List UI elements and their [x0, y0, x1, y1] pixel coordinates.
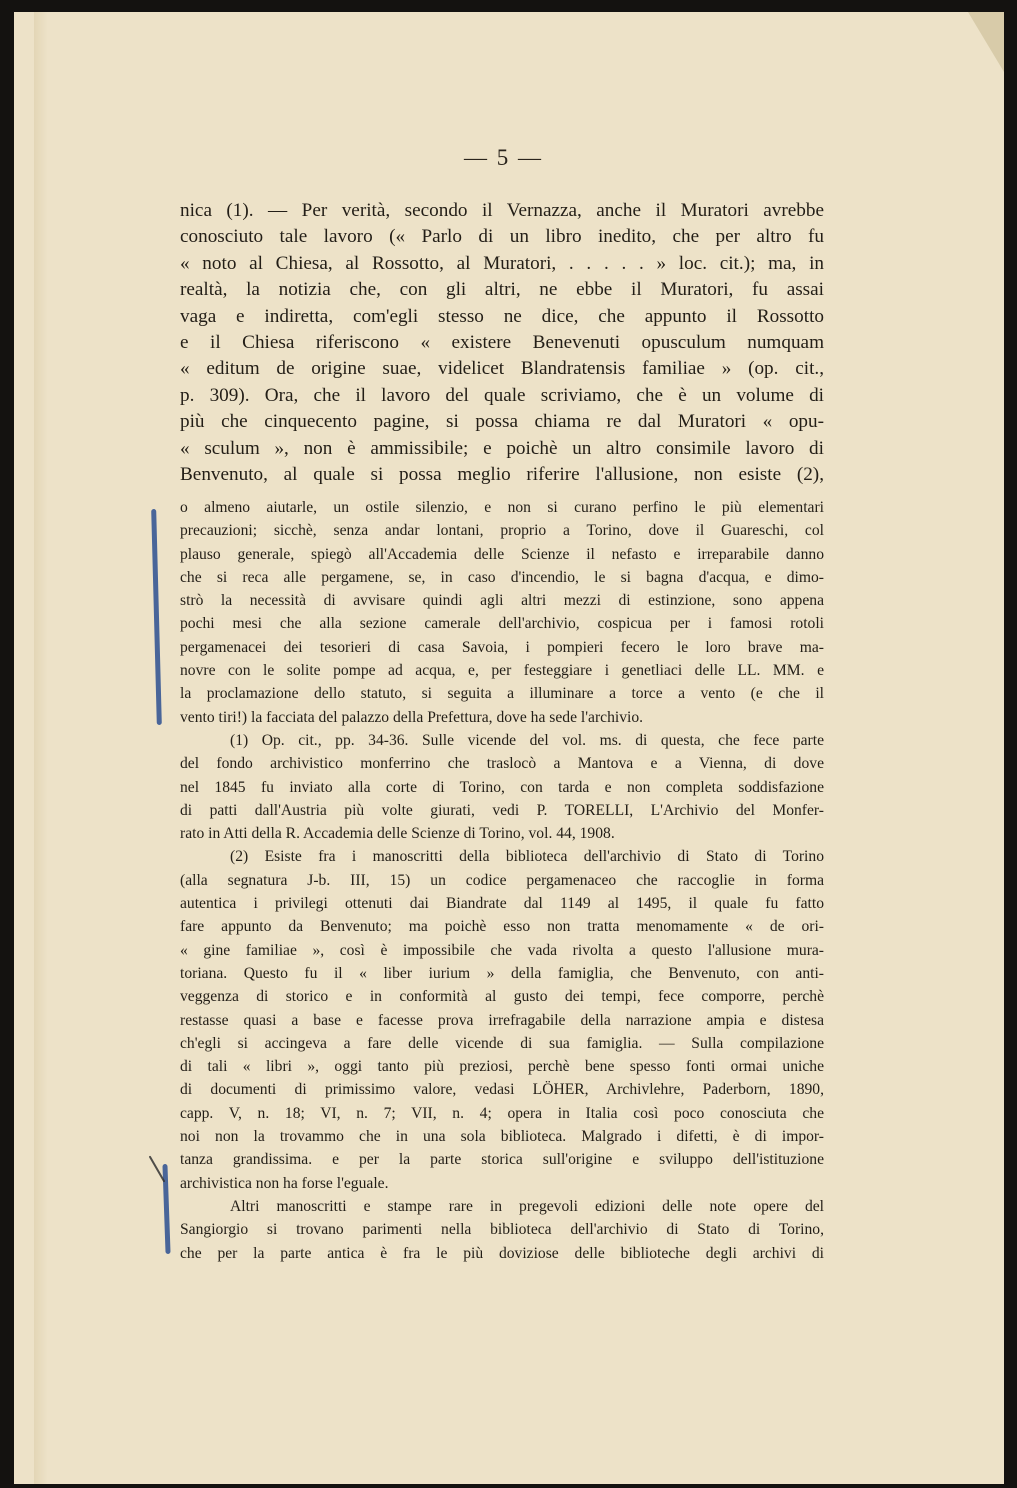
- main-text-line: conosciuto tale lavoro (« Parlo di un libro inedito, che per altro fu: [180, 226, 824, 248]
- footnote-continuation-line: plauso generale, spiegò all'Accademia delle Scienze il nefasto e irreparabile danno: [180, 545, 824, 563]
- footnote-2-line: noi non la trovammo che in una sola biblioteca. Malgrado i difetti, è di impor-: [180, 1128, 824, 1146]
- footnote-continuation-line: precauzioni; sicchè, senza andar lontani, proprio a Torino, dove il Guareschi, col: [180, 522, 824, 540]
- footnote-3-line: Altri manoscritti e stampe rare in pregevoli edizioni delle note opere del: [230, 1197, 824, 1215]
- footnote-1-line: rato in Atti della R. Accademia delle Scienze di Torino, vol. 44, 1908.: [180, 825, 615, 843]
- footnote-2-line: fare appunto da Benvenuto; ma poichè esso non tratta menomamente « de ori-: [180, 918, 824, 936]
- main-text-line: realtà, la notizia che, con gli altri, ne ebbe il Muratori, fu assai: [180, 279, 824, 301]
- footnotes-block: [180, 496, 824, 1265]
- footnote-2-line: di tali « libri », oggi tanto più preziosi, perchè bene spesso fonti ormai uniche: [180, 1058, 824, 1076]
- page-fold-shadow: [34, 12, 48, 1484]
- footnote-continuation-line: che si reca alle pergamene, se, in caso d'incendio, le si bagna d'acqua, e dimo-: [180, 568, 824, 586]
- main-text-line: « sculum », non è ammissibile; e poichè un altro consimile lavoro di: [180, 437, 824, 459]
- footnote-continuation-line: strò la necessità di avvisare quindi agli altri mezzi di estinzione, sono appena: [180, 592, 824, 610]
- footnote-2-line: (2) Esiste fra i manoscritti della biblioteca dell'archivio di Stato di Torino: [230, 848, 824, 866]
- footnote-3-line: che per la parte antica è fra le più doviziose delle biblioteche degli archivi di: [180, 1244, 824, 1262]
- footnote-2-line: tanza grandissima. e per la parte storica sull'origine e sviluppo dell'istituzione: [180, 1151, 824, 1169]
- footnote-2-line: archivistica non ha forse l'eguale.: [180, 1174, 389, 1192]
- footnote-2-line: autentica i privilegi ottenuti dai Biandrate dal 1149 al 1495, il quale fu fatto: [180, 895, 824, 913]
- main-text-line: « noto al Chiesa, al Rossotto, al Muratori, . . . . . » loc. cit.); ma, in: [180, 252, 824, 274]
- footnote-continuation-line: la proclamazione dello statuto, si seguita a illuminare a torce a vento (e che il: [180, 685, 824, 703]
- page-corner-fold: [968, 12, 1004, 72]
- footnote-2-line: « gine familiae », così è impossibile che vada rivolta a questo l'allusione mura-: [180, 941, 824, 959]
- book-page: [14, 12, 1004, 1484]
- main-text-line: Benvenuto, al quale si possa meglio riferire l'allusione, non esiste (2),: [180, 463, 824, 485]
- blue-pencil-margin-mark: [162, 1164, 170, 1254]
- footnote-1-line: (1) Op. cit., pp. 34-36. Sulle vicende del vol. ms. di questa, che fece parte: [230, 731, 824, 749]
- footnote-1-line: del fondo archivistico monferrino che traslocò a Mantova e a Vienna, di dove: [180, 755, 824, 773]
- footnote-2-line: di documenti di primissimo valore, vedasi LÖHER, Archivlehre, Paderborn, 1890,: [180, 1081, 824, 1099]
- footnote-2-line: toriana. Questo fu il « liber iurium » della famiglia, che Benvenuto, con anti-: [180, 964, 824, 982]
- footnote-2-line: (alla segnatura J-b. III, 15) un codice pergamenaceo che raccoglie in forma: [180, 871, 824, 889]
- footnote-continuation-line: o almeno aiutarle, un ostile silenzio, e non si curano perfino le più elementari: [180, 499, 824, 516]
- footnote-2-line: restasse quasi a base e facesse prova irrefragabile della narrazione ampia e distesa: [180, 1011, 824, 1029]
- footnote-continuation-line: pergamenacei dei tesorieri di casa Savoia, i pompieri fecero le loro brave ma-: [180, 638, 824, 656]
- main-text-block: [180, 198, 824, 488]
- footnote-2-line: veggenza di storico e in conformità al gusto dei tempi, fece comporre, perchè: [180, 988, 824, 1006]
- footnote-continuation-line: vento tiri!) la facciata del palazzo della Prefettura, dove ha sede l'archivio.: [180, 708, 644, 726]
- footnote-1-line: di patti dall'Austria più volte giurati, vedi P. TORELLI, L'Archivio del Monfer-: [180, 801, 824, 819]
- main-text-line: più che cinquecento pagine, si possa chiama re dal Muratori « opu-: [180, 411, 824, 433]
- footnote-3-line: Sangiorgio si trovano parimenti nella biblioteca dell'archivio di Stato di Torino,: [180, 1221, 824, 1239]
- main-text-line: e il Chiesa riferiscono « existere Benevenuti opusculum numquam: [180, 331, 824, 353]
- footnote-continuation-line: pochi mesi che alla sezione camerale dell'archivio, cospicua per i famosi rotoli: [180, 615, 824, 633]
- main-text-line: p. 309). Ora, che il lavoro del quale scriviamo, che è un volume di: [180, 384, 824, 406]
- main-text-line: vaga e indiretta, com'egli stesso ne dice, che appunto il Rossotto: [180, 305, 824, 327]
- footnote-1-line: nel 1845 fu inviato alla corte di Torino, con tarda e non completa soddisfazione: [180, 778, 824, 796]
- main-text-line: « editum de origine suae, videlicet Blandratensis familiae » (op. cit.,: [180, 358, 824, 380]
- footnote-continuation-line: novre con le solite pompe ad acqua, e, per festeggiare i genetliaci delle LL. MM. e: [180, 662, 824, 680]
- main-text-line: nica (1). — Per verità, secondo il Vernazza, anche il Muratori avrebbe: [180, 200, 824, 221]
- footnote-2-line: capp. V, n. 18; VI, n. 7; VII, n. 4; opera in Italia così poco conosciuta che: [180, 1104, 824, 1122]
- page-number: — 5 —: [464, 145, 543, 170]
- footnote-2-line: ch'egli si accingeva a fare delle vicende di sua famiglia. — Sulla compilazione: [180, 1034, 824, 1052]
- blue-pencil-margin-mark: [151, 509, 162, 725]
